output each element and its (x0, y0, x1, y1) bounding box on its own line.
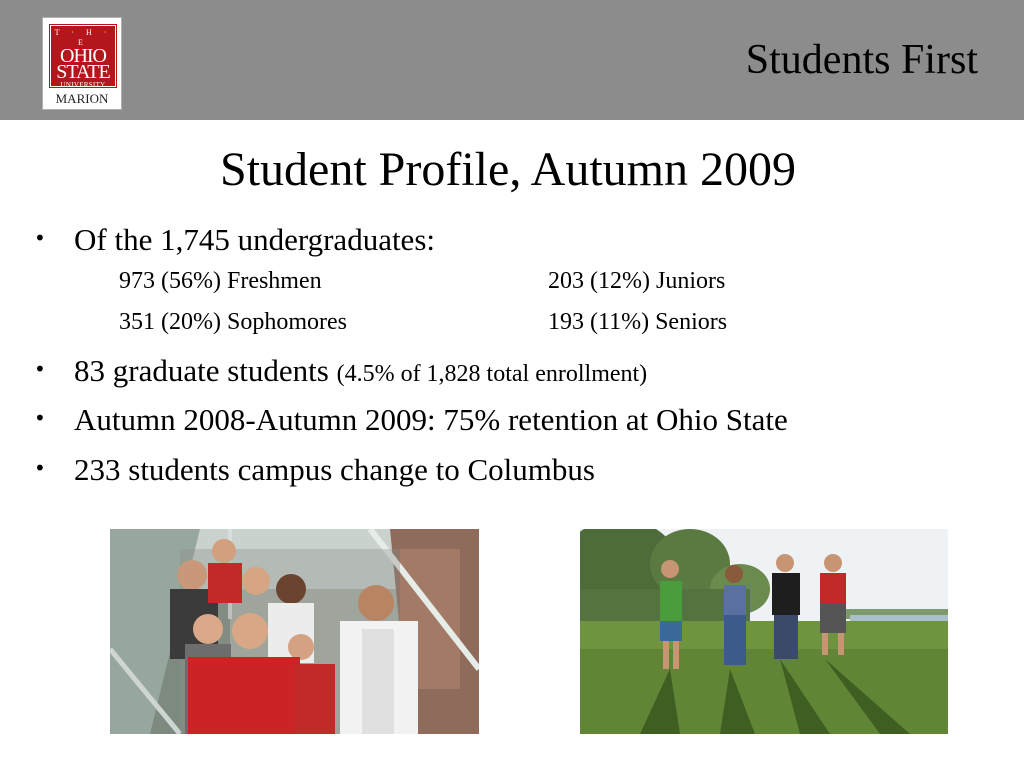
bullet-retention (34, 402, 788, 438)
bullet-campus-change (34, 452, 595, 488)
logo-red-block (50, 25, 116, 87)
students-ohio-lawn-photo (580, 529, 948, 734)
logo-ohio: OHIO (60, 45, 106, 67)
logo-state: STATE (56, 61, 110, 83)
bullet-graduate (34, 353, 647, 389)
stat-juniors: 203 (12%) Juniors (548, 268, 726, 294)
bullet-dot-icon: • (34, 456, 46, 480)
bullet-text: Autumn 2008-Autumn 2009: 75% retention at Ohio State (74, 402, 788, 437)
bullet-note: (4.5% of 1,828 total enrollment) (336, 361, 648, 387)
logo-university: UNIVERSITY (60, 81, 106, 89)
bullet-dot-icon: • (34, 357, 46, 381)
logo-the: T · H · E (54, 28, 112, 47)
ohio-state-marion-logo (42, 17, 122, 110)
bullet-text: 83 graduate students (74, 353, 329, 388)
slide-title: Student Profile, Autumn 2009 (220, 143, 796, 196)
stat-seniors: 193 (11%) Seniors (548, 309, 728, 335)
header-title: Students First (745, 37, 978, 83)
logo-campus: MARION (55, 91, 109, 106)
bullet-text: Of the 1,745 undergraduates: (74, 222, 435, 257)
stat-freshmen: 973 (56%) Freshmen (119, 268, 322, 294)
bullet-undergraduates (34, 222, 435, 258)
bullet-text: 233 students campus change to Columbus (74, 452, 595, 487)
bullet-dot-icon: • (34, 226, 46, 250)
stat-sophomores: 351 (20%) Sophomores (119, 309, 347, 335)
students-stairwell-photo (110, 529, 479, 734)
header-bar (0, 0, 1024, 120)
bullet-dot-icon: • (34, 406, 46, 430)
